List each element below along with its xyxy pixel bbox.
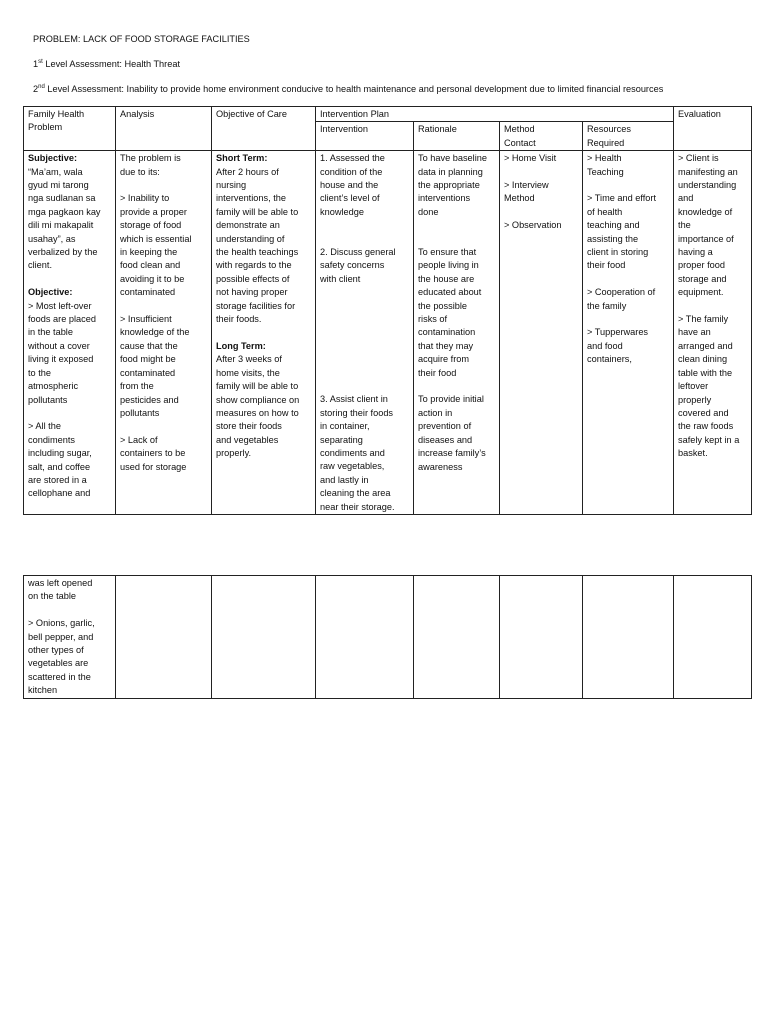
cell-line: importance of <box>678 233 734 244</box>
cell-line: in keeping the <box>120 247 178 258</box>
cell-line: > Onions, garlic, <box>28 618 95 629</box>
cell-line: their food <box>418 367 457 378</box>
cell-line <box>120 179 207 192</box>
cell-line: avoiding it to be <box>120 273 185 284</box>
cell-line <box>587 313 669 326</box>
empty-cell <box>414 576 500 699</box>
cell-line: including sugar, <box>28 448 92 459</box>
cell-line: demonstrate an <box>216 220 280 231</box>
cell-line <box>320 326 409 339</box>
cell-line: cleaning the area <box>320 488 391 499</box>
cell-line: > Interview <box>504 180 549 191</box>
cell-line: acquire from <box>418 354 470 365</box>
cell-line: Long Term: <box>216 340 266 351</box>
cell-line: show compliance on <box>216 394 300 405</box>
level1-text: Level Assessment: Health Threat <box>42 59 180 69</box>
cell-line: To ensure that <box>418 247 477 258</box>
cell-line: Method <box>504 193 535 204</box>
cell-line: pollutants <box>28 394 68 405</box>
cell-line <box>320 380 409 393</box>
header-text: Required <box>587 137 625 148</box>
cell-line <box>587 273 669 286</box>
header-text: Analysis <box>120 109 155 119</box>
cell-line: > Home Visit <box>504 153 557 164</box>
cell-line: 2. Discuss general <box>320 247 396 258</box>
cell-line: have an <box>678 327 711 338</box>
cell-line: people living in <box>418 260 479 271</box>
cell-line: condition of the <box>320 166 383 177</box>
cell-line: To provide initial <box>418 394 484 405</box>
header-text: Problem <box>28 122 63 133</box>
cell-line: 1. Assessed the <box>320 153 385 164</box>
cell-line: scattered in the <box>28 671 91 682</box>
cell-line: knowledge of the <box>120 327 190 338</box>
cell-line: knowledge <box>320 206 364 217</box>
cell-line: properly <box>678 394 712 405</box>
cell-line: atmospheric <box>28 381 79 392</box>
second-level-assessment <box>33 83 663 96</box>
empty-cell <box>583 576 674 699</box>
level2-number: 2 <box>33 84 39 94</box>
cell-line <box>320 340 409 353</box>
cell-line: manifesting an <box>678 166 738 177</box>
cell-line: and food <box>587 340 623 351</box>
cell-line <box>320 313 409 326</box>
cell-line: safely kept in a <box>678 434 740 445</box>
cell-line: proper food <box>678 260 726 271</box>
cell-line: verbalized by the <box>28 247 98 258</box>
cell-line: of health <box>587 206 623 217</box>
cell-line <box>120 300 207 313</box>
cell-line: > Health <box>587 153 622 164</box>
level1-number: 1 <box>33 59 39 69</box>
cell-family-health-problem <box>24 151 116 515</box>
cell-line <box>320 367 409 380</box>
cell-line: in the table <box>28 327 73 338</box>
header-text: Rationale <box>418 124 457 135</box>
cell-line: house and the <box>320 180 379 191</box>
cell-line: the house are <box>418 273 475 284</box>
cell-line: covered and <box>678 407 729 418</box>
cell-line: storage of food <box>120 220 182 231</box>
nursing-care-plan-table <box>23 106 752 515</box>
cell-line: other types of <box>28 645 84 656</box>
cell-line: > Lack of <box>120 434 158 445</box>
cell-line: understanding of <box>216 233 285 244</box>
cell-line: living it exposed <box>28 354 94 365</box>
cell-line <box>28 604 111 617</box>
cell-line: After 2 hours of <box>216 166 279 177</box>
cell-line: food might be <box>120 354 176 365</box>
empty-cell <box>316 576 414 699</box>
header-text: Family Health <box>28 109 85 119</box>
cell-line: > Client is <box>678 153 719 164</box>
cell-objective-of-care <box>212 151 316 515</box>
cell-line: > Inability to <box>120 193 170 204</box>
cell-line <box>216 327 311 340</box>
cell-line: > The family <box>678 314 729 325</box>
empty-cell <box>116 576 212 699</box>
cell-line: the health teachings <box>216 247 299 258</box>
cell-line <box>320 233 409 246</box>
cell-line: due to its: <box>120 166 160 177</box>
cell-line: contaminated <box>120 287 176 298</box>
header-intervention-plan <box>316 107 674 122</box>
cell-line: and lastly in <box>320 474 369 485</box>
header-rationale <box>414 122 500 151</box>
header-analysis <box>116 107 212 151</box>
level1-suffix: st <box>38 59 43 65</box>
cell-line: provide a proper <box>120 206 187 217</box>
level2-suffix: nd <box>38 84 45 90</box>
cell-line <box>418 219 495 232</box>
cell-evaluation <box>674 151 752 515</box>
cell-line: clean dining <box>678 354 728 365</box>
cell-line: Teaching <box>587 166 624 177</box>
cell-line <box>320 353 409 366</box>
cell-line <box>28 273 111 286</box>
first-level-assessment <box>33 58 180 71</box>
cell-line: gyud mi tarong <box>28 180 89 191</box>
cell-line: nga sudlanan sa <box>28 193 96 204</box>
cell-line: data in planning <box>418 166 483 177</box>
cell-line: and <box>678 193 694 204</box>
cell-line: properly. <box>216 448 252 459</box>
cell-line: home visits, the <box>216 367 280 378</box>
cell-line: To have baseline <box>418 153 487 164</box>
cell-line: their food <box>587 260 626 271</box>
cell-line: contamination <box>418 327 476 338</box>
cell-line: to the <box>28 367 51 378</box>
cell-line: condiments and <box>320 448 385 458</box>
cell-line: store their foods <box>216 421 282 432</box>
cell-line: > Cooperation of <box>587 287 656 298</box>
cell-line: storage and <box>678 273 727 284</box>
cell-line: storing their foods <box>320 407 394 418</box>
problem-title: PROBLEM: LACK OF FOOD STORAGE FACILITIES <box>33 34 250 44</box>
cell-line: cellophane and <box>28 488 91 499</box>
cell-line: contaminated <box>120 367 176 378</box>
header-text: Objective of Care <box>216 109 287 119</box>
cell-line: and vegetables <box>216 434 279 445</box>
cell-line: > Time and effort <box>587 193 657 204</box>
cell-line: leftover <box>678 381 709 392</box>
cell-line: not having proper <box>216 287 288 298</box>
cell-line <box>418 380 495 393</box>
cell-line <box>28 407 111 420</box>
cell-line: cause that the <box>120 340 178 351</box>
header-objective-of-care <box>212 107 316 151</box>
cell-line: near their storage. <box>320 501 395 512</box>
cell-line: are stored in a <box>28 474 87 485</box>
header-text: Method <box>504 124 535 135</box>
cell-line: used for storage <box>120 461 187 472</box>
cell-line: with regards to the <box>216 260 292 271</box>
header-method-contact <box>500 122 583 151</box>
cell-line <box>418 233 495 246</box>
cell-line: from the <box>120 381 154 392</box>
cell-line: family will be able to <box>216 381 299 392</box>
cell-line: “Ma’am, wala <box>28 166 83 177</box>
cell-line: equipment. <box>678 287 724 298</box>
header-evaluation <box>674 107 752 151</box>
cell-line: vegetables are <box>28 658 89 669</box>
cell-line: the family <box>587 300 627 311</box>
cell-line: table with the <box>678 367 733 378</box>
cell-line: possible effects of <box>216 273 290 284</box>
cell-method-contact <box>500 151 583 515</box>
cell-line: the possible <box>418 300 468 311</box>
cell-line <box>587 179 669 192</box>
cell-line: > Observation <box>504 220 562 231</box>
cell-intervention <box>316 151 414 515</box>
cell-line: which is essential <box>120 233 192 244</box>
cell-line: After 3 weeks of <box>216 354 282 365</box>
cell-line: done <box>418 206 439 217</box>
cell-line: nursing <box>216 180 247 191</box>
cell-line: containers, <box>587 354 632 365</box>
cell-line: was left opened <box>28 578 93 588</box>
continuation-table <box>23 575 752 699</box>
cell-rationale <box>414 151 500 515</box>
cell-line: 3. Assist client in <box>320 394 388 405</box>
cell-line: dili mi makapalit <box>28 220 94 231</box>
cell-line <box>320 286 409 299</box>
cell-line: the raw foods <box>678 421 734 432</box>
cell-line: the <box>678 220 691 231</box>
cell-line: that they may <box>418 340 474 351</box>
cell-line: with client <box>320 273 361 284</box>
cell-line: on the table <box>28 591 77 602</box>
empty-cell <box>500 576 583 699</box>
cell-analysis <box>116 151 212 515</box>
cell-line: The problem is <box>120 153 181 164</box>
cell-line <box>320 219 409 232</box>
cell-line: interventions, the <box>216 193 286 204</box>
cell-line: pollutants <box>120 407 160 418</box>
cell-line: arranged and <box>678 340 733 351</box>
header-family-health-problem <box>24 107 116 151</box>
cell-line <box>678 300 747 313</box>
cell-line: teaching and <box>587 220 640 231</box>
cell-line: understanding <box>678 180 737 191</box>
header-text: Contact <box>504 137 536 148</box>
cell-line: foods are placed <box>28 314 96 325</box>
cell-line: action in <box>418 407 453 418</box>
header-row-top <box>24 107 752 122</box>
cell-line: salt, and coffee <box>28 461 91 472</box>
cell-line: > Insufficient <box>120 314 172 325</box>
cell-line: interventions <box>418 193 471 204</box>
cell-line: measures on how to <box>216 407 299 418</box>
header-text: Evaluation <box>678 109 721 119</box>
cell-line: educated about <box>418 287 482 298</box>
cell-line: kitchen <box>28 685 58 696</box>
cell-line: storage facilities for <box>216 300 296 311</box>
table-row <box>24 151 752 515</box>
cell-line: client. <box>28 260 53 271</box>
cell-line: client’s level of <box>320 193 380 204</box>
cell-line: containers to be <box>120 448 186 459</box>
cell-line: awareness <box>418 461 463 472</box>
cell-line: basket. <box>678 448 708 459</box>
cell-line: Objective: <box>28 287 73 298</box>
cell-line: in container, <box>320 421 370 432</box>
header-text: Resources <box>587 124 631 135</box>
cell-line: > Tupperwares <box>587 327 649 338</box>
cell-line: knowledge of <box>678 206 733 217</box>
cell-line: usahay”, as <box>28 233 76 244</box>
table-row <box>24 576 752 699</box>
cell-line: client in storing <box>587 247 649 258</box>
cell-line: raw vegetables, <box>320 461 385 472</box>
cell-line: safety concerns <box>320 260 385 271</box>
cell-line <box>504 206 578 219</box>
cell-line: the appropriate <box>418 180 480 191</box>
cell-line <box>320 300 409 313</box>
cell-line: risks of <box>418 314 448 325</box>
cell-line <box>504 166 578 179</box>
cell-line: pesticides and <box>120 394 179 405</box>
cell-line: food clean and <box>120 260 181 271</box>
empty-cell <box>212 576 316 699</box>
cell-line: condiments <box>28 434 75 445</box>
cell-line: prevention of <box>418 421 472 432</box>
cell-line <box>120 420 207 433</box>
cell-resources-required <box>583 151 674 515</box>
cell-line: bell pepper, and <box>28 631 94 642</box>
cell-line: mga pagkaon kay <box>28 206 101 217</box>
cell-line: separating <box>320 434 363 445</box>
header-resources-required <box>583 122 674 151</box>
cell-line: their foods. <box>216 314 262 325</box>
cell-line: increase family’s <box>418 448 486 459</box>
level2-text: Level Assessment: Inability to provide home environment conducive to health maintenance and personal development due to limited financial resources <box>44 84 664 94</box>
cell-family-health-problem-continued <box>24 576 116 699</box>
cell-line: > Most left-over <box>28 300 92 311</box>
cell-line: > All the <box>28 421 61 432</box>
cell-line: having a <box>678 247 713 258</box>
cell-line: diseases and <box>418 434 473 445</box>
header-text: Intervention <box>320 124 369 135</box>
cell-line: assisting the <box>587 233 639 244</box>
cell-line: Subjective: <box>28 153 78 164</box>
empty-cell <box>674 576 752 699</box>
header-text: Intervention Plan <box>320 109 389 119</box>
cell-line: family will be able to <box>216 206 299 217</box>
header-intervention <box>316 122 414 151</box>
cell-line: Short Term: <box>216 153 268 164</box>
cell-line: without a cover <box>28 340 90 351</box>
